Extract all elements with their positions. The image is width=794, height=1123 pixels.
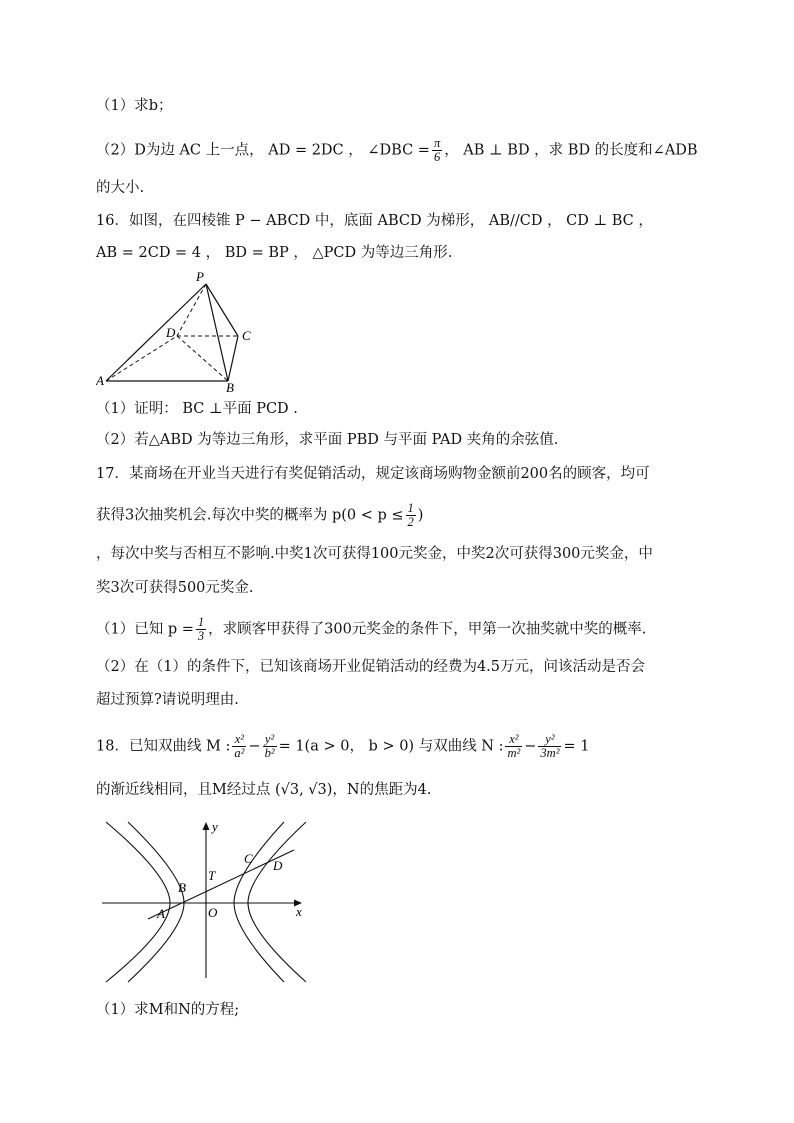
- q15-part2-fraction: [432, 137, 442, 164]
- fraction-numerator: 1: [197, 615, 205, 629]
- q16-line2: AB = 2CD = 4 ， BD = BP ， △PCD 为等边三角形.: [96, 245, 453, 261]
- q17-part2-line1: （2）在（1）的条件下，已知该商场开业促销活动的经费为4.5万元，问该活动是否会: [96, 659, 646, 675]
- q15-part2-cont: 的大小.: [96, 180, 145, 196]
- edge-db: [177, 336, 228, 381]
- fraction-numerator: x²: [232, 733, 246, 747]
- fraction-denominator: b²: [264, 746, 275, 760]
- q15-part2-a: （2）D为边 AC 上一点， AD = 2DC ， ∠DBC =: [96, 142, 430, 159]
- q17-line1: 17．某商场在开业当天进行有奖促销活动，规定该商场购物金额前200名的顾客，均可: [96, 466, 650, 482]
- label-p: P: [196, 269, 204, 284]
- y-axis-arrow: [203, 822, 210, 830]
- q17-part1-a: （1）已知 p =: [96, 621, 194, 638]
- fraction-numerator: x²: [505, 733, 522, 747]
- q18-line1: [96, 733, 589, 760]
- edge-bc: [228, 336, 238, 381]
- edge-pd: [177, 284, 206, 336]
- hyperbola-right-inner: [234, 822, 284, 982]
- q17-line2-b: ): [417, 507, 424, 524]
- label-d: D: [166, 325, 176, 340]
- label-o: O: [208, 905, 218, 920]
- label-a: A: [96, 373, 104, 388]
- q18-m-frac1: [232, 733, 246, 760]
- edge-pa: [106, 284, 206, 381]
- pyramid-figure: [96, 268, 266, 394]
- q17-part1-b: ，求顾客甲获得了300元奖金的条件下，甲第一次抽奖就中奖的概率.: [208, 621, 647, 638]
- label-y: y: [212, 819, 218, 834]
- fraction-denominator: 3: [197, 629, 205, 643]
- q17-line2-fraction: [406, 502, 416, 529]
- q15-part1: （1）求b；: [96, 98, 173, 114]
- q17-line2-a: 获得3次抽奖机会.每次中奖的概率为 p(0 < p ≤: [96, 507, 404, 524]
- label-x: x: [296, 904, 302, 919]
- edge-pc: [206, 284, 238, 336]
- fraction-denominator: m²: [507, 746, 521, 760]
- edge-pb: [206, 284, 228, 381]
- fraction-denominator: 3m²: [540, 746, 560, 760]
- fraction-denominator: 6: [433, 150, 441, 164]
- q18-n-minus: −: [524, 738, 537, 755]
- fraction-numerator: π: [433, 136, 441, 150]
- fraction-numerator: y²: [263, 733, 277, 747]
- q17-part1: [96, 616, 646, 643]
- q18-m-frac2: [263, 733, 277, 760]
- q15-part2-b: ， AB ⊥ BD ，求 BD 的长度和∠ADB: [444, 142, 698, 159]
- fraction-numerator: 1: [407, 501, 414, 515]
- q17-line2: [96, 502, 423, 529]
- label-b: B: [178, 880, 186, 895]
- label-c: C: [244, 851, 253, 866]
- fraction-denominator: a²: [234, 746, 245, 760]
- q18-m-minus: −: [248, 738, 261, 755]
- label-b: B: [226, 380, 234, 394]
- label-a: A: [157, 906, 165, 921]
- hyperbola-left-inner: [106, 822, 170, 982]
- q15-part2: [96, 137, 698, 164]
- q18-n-frac1: [505, 733, 522, 760]
- q18-m-rest: = 1(a > 0， b > 0) 与双曲线 N :: [278, 738, 504, 755]
- label-c: C: [242, 328, 251, 343]
- hyperbola-left-outer: [128, 822, 184, 982]
- q18-n-frac2: [538, 733, 561, 760]
- q17-line4: 奖3次可获得500元奖金.: [96, 580, 254, 596]
- q18-part1: （1）求M和N的方程;: [96, 1002, 240, 1018]
- fraction-numerator: y²: [538, 733, 561, 747]
- q16-part2: （2）若△ABD 为等边三角形，求平面 PBD 与平面 PAD 夹角的余弦值.: [96, 432, 559, 448]
- q18-line2: 的渐近线相同，且M经过点 (√3, √3)，N的焦距为4.: [96, 782, 432, 798]
- q17-part1-fraction: [196, 616, 206, 643]
- hyperbola-figure: [98, 818, 310, 984]
- q16-line1: 16．如图，在四棱锥 P − ABCD 中，底面 ABCD 为梯形， AB//CD ， CD ⊥ BC ，: [96, 213, 653, 229]
- q16-part1: （1）证明： BC ⊥平面 PCD .: [96, 401, 298, 417]
- q17-line3: ，每次中奖与否相互不影响.中奖1次可获得100元奖金，中奖2次可获得300元奖金，中: [96, 546, 653, 562]
- q18-intro: 18．已知双曲线 M :: [96, 738, 231, 755]
- q18-n-rest: = 1: [563, 738, 590, 755]
- label-t: T: [208, 868, 216, 883]
- q17-part2-line2: 超过预算?请说明理由.: [96, 692, 239, 708]
- edge-ad: [106, 336, 177, 381]
- fraction-denominator: 2: [407, 515, 414, 529]
- label-d: D: [273, 858, 283, 873]
